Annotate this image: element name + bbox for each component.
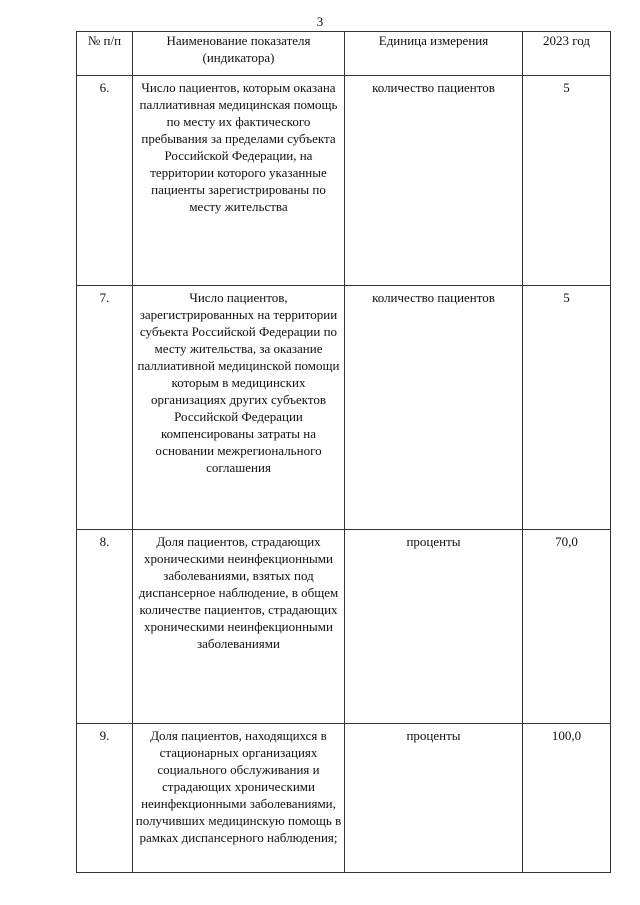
unit-of-measure: проценты [345, 530, 523, 724]
table-row [77, 724, 611, 873]
value-2023: 5 [523, 286, 611, 530]
table-row [77, 76, 611, 286]
indicators-table [76, 31, 611, 873]
table-row [77, 286, 611, 530]
indicator-name: Число пациентов, которым оказана паллиативная медицинская помощь по месту их фактического пребывания за пределами субъекта Российской Федерации, на территории которого указанные пациенты зарегистрированы по месту жительства [133, 76, 345, 286]
table-header-row [77, 32, 611, 76]
value-2023: 70,0 [523, 530, 611, 724]
row-number: 6. [77, 76, 133, 286]
header-unit: Единица измерения [345, 32, 523, 76]
table-row [77, 530, 611, 724]
row-number: 8. [77, 530, 133, 724]
page-number: 3 [316, 14, 324, 29]
unit-of-measure: проценты [345, 724, 523, 873]
indicator-name: Доля пациентов, страдающих хроническими неинфекционными заболеваниями, взятых под диспансерное наблюдение, в общем количестве пациентов, страдающих хроническими неинфекционными заболеваниями [133, 530, 345, 724]
header-year: 2023 год [523, 32, 611, 76]
unit-of-measure: количество пациентов [345, 286, 523, 530]
header-number: № п/п [77, 32, 133, 76]
value-2023: 5 [523, 76, 611, 286]
unit-of-measure: количество пациентов [345, 76, 523, 286]
row-number: 9. [77, 724, 133, 873]
header-indicator-name: Наименование показателя (индикатора) [133, 32, 345, 76]
indicator-name: Доля пациентов, находящихся в стационарных организациях социального обслуживания и страдающих хроническими неинфекционными заболеваниями, получивших медицинскую помощь в рамках диспансерного наблюдения; [133, 724, 345, 873]
row-number: 7. [77, 286, 133, 530]
value-2023: 100,0 [523, 724, 611, 873]
indicator-name: Число пациентов, зарегистрированных на территории субъекта Российской Федерации по месту жительства, за оказание паллиативной медицинской помощи которым в медицинских организациях других субъектов Российской Федерации компенсированы затраты на основании межрегионального соглашения [133, 286, 345, 530]
